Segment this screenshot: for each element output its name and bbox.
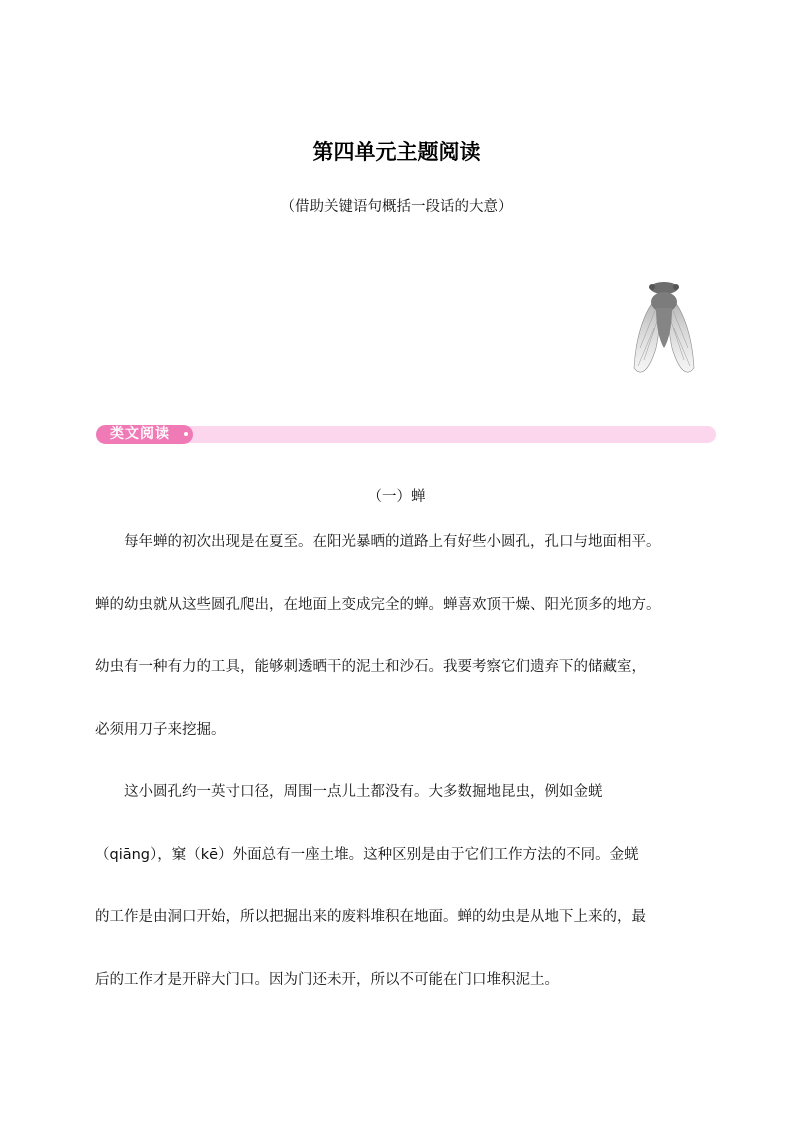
paragraph-1 (95, 532, 735, 782)
section-banner (96, 425, 716, 444)
text-line: （qiāng），窠（kē）外面总有一座土堆。这种区别是由于它们工作方法的不同。金蜣 (95, 846, 639, 863)
text-line: 的工作是由洞口开始，所以把掘出来的废料堆积在地面。蝉的幼虫是从地下上来的，最 (95, 909, 646, 925)
banner-track (156, 426, 716, 443)
paragraph-2 (95, 782, 735, 1032)
article-body (95, 532, 735, 1032)
banner-dot-icon (184, 432, 188, 436)
section-heading: （一）蝉 (367, 489, 426, 505)
section-label: 类文阅读 (96, 425, 193, 444)
text-line: 每年蝉的初次出现是在夏至。在阳光暴晒的道路上有好些小圆孔，孔口与地面相平。 (124, 534, 661, 550)
cicada-illustration (628, 278, 698, 382)
page-subtitle: （借助关键语句概括一段话的大意） (280, 199, 513, 215)
text-line: 蝉的幼虫就从这些圆孔爬出，在地面上变成完全的蝉。蝉喜欢顶干燥、阳光顶多的地方。 (95, 596, 661, 613)
text-line: 必须用刀子来挖掘。 (95, 721, 226, 738)
page-title: 第四单元主题阅读 (312, 140, 481, 164)
text-line: 后的工作才是开辟大门口。因为门还未开，所以不可能在门口堆积泥土。 (95, 971, 559, 988)
text-line: 这小圆孔约一英寸口径，周围一点儿土都没有。大多数掘地昆虫，例如金蜣 (124, 784, 603, 800)
text-line: 幼虫有一种有力的工具，能够刺透晒干的泥土和沙石。我要考察它们遗弃下的储藏室， (95, 659, 646, 675)
